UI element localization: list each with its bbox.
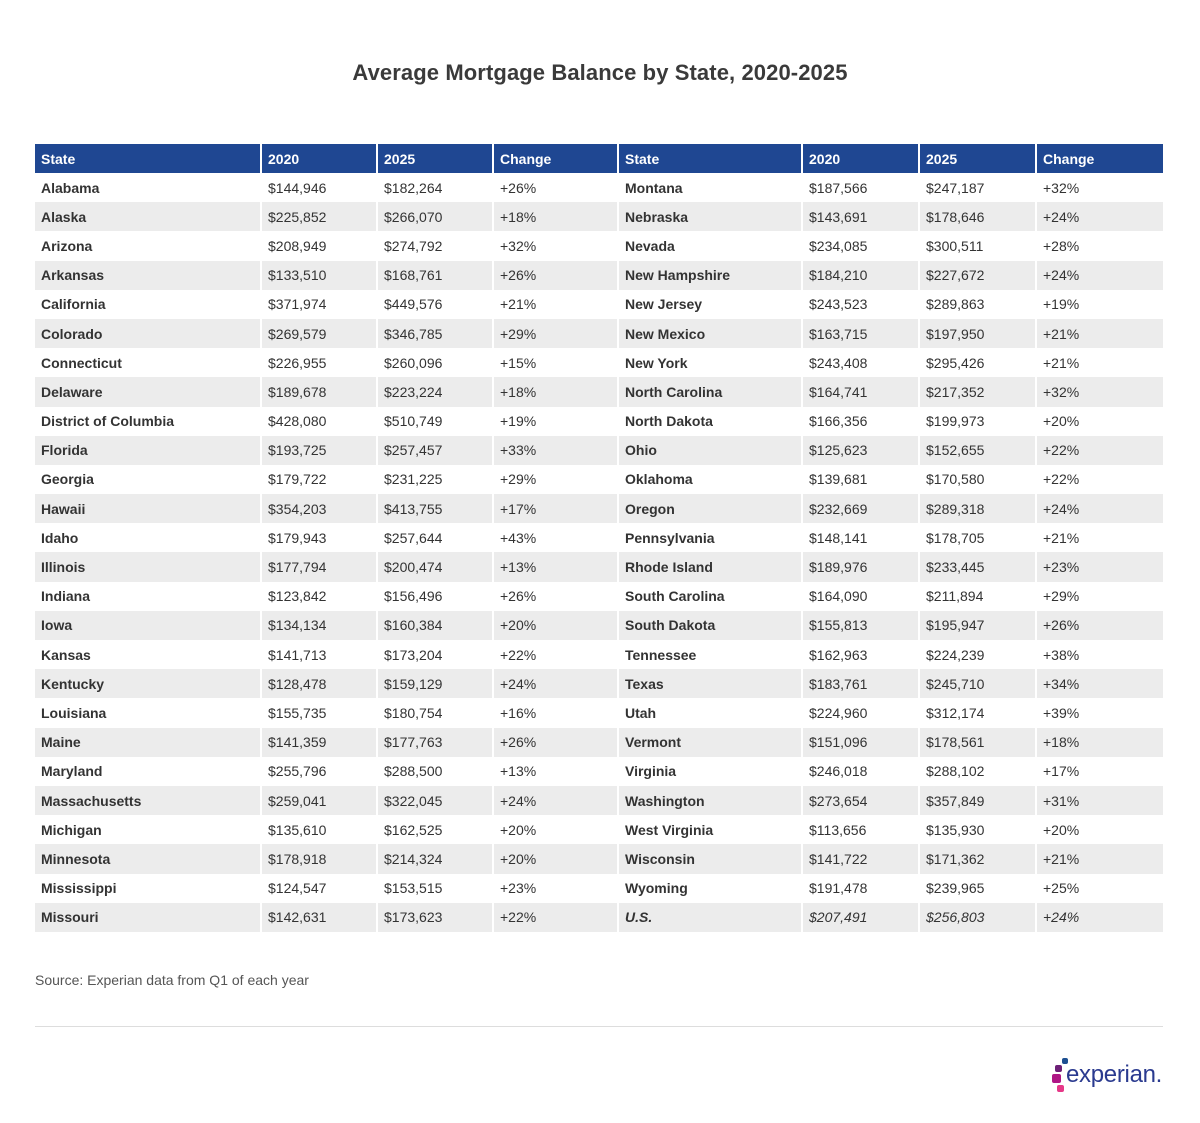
state-cell: Nebraska xyxy=(619,202,803,231)
value-cell: +26% xyxy=(494,582,619,611)
value-cell: $155,813 xyxy=(803,611,920,640)
state-cell: New Jersey xyxy=(619,290,803,319)
value-cell: $193,725 xyxy=(262,436,378,465)
value-cell: $510,749 xyxy=(378,407,494,436)
state-cell: Tennessee xyxy=(619,640,803,669)
value-cell: $257,644 xyxy=(378,523,494,552)
value-cell: +15% xyxy=(494,348,619,377)
value-cell: $232,669 xyxy=(803,494,920,523)
state-cell: Oregon xyxy=(619,494,803,523)
table-row xyxy=(35,669,1163,698)
value-cell: $234,085 xyxy=(803,231,920,260)
value-cell: +43% xyxy=(494,523,619,552)
value-cell: $173,623 xyxy=(378,903,494,932)
state-cell: Missouri xyxy=(35,903,262,932)
value-cell: $184,210 xyxy=(803,261,920,290)
table-row xyxy=(35,494,1163,523)
value-cell: +26% xyxy=(1037,611,1163,640)
value-cell: $128,478 xyxy=(262,669,378,698)
value-cell: $226,955 xyxy=(262,348,378,377)
value-cell: $170,580 xyxy=(920,465,1037,494)
value-cell: +21% xyxy=(494,290,619,319)
value-cell: $124,547 xyxy=(262,874,378,903)
value-cell: $208,949 xyxy=(262,231,378,260)
value-cell: $243,523 xyxy=(803,290,920,319)
value-cell: +24% xyxy=(1037,202,1163,231)
value-cell: $151,096 xyxy=(803,728,920,757)
value-cell: $224,960 xyxy=(803,698,920,727)
state-cell: Kansas xyxy=(35,640,262,669)
table-row xyxy=(35,436,1163,465)
value-cell: +32% xyxy=(1043,179,1080,196)
value-cell: +32% xyxy=(494,231,619,260)
value-cell: $141,359 xyxy=(262,728,378,757)
value-cell: +24% xyxy=(494,669,619,698)
state-cell: Idaho xyxy=(35,523,262,552)
table-row xyxy=(35,728,1163,757)
value-cell: $197,950 xyxy=(920,319,1037,348)
table-row xyxy=(35,407,1163,436)
state-cell: Arizona xyxy=(35,231,262,260)
table-row xyxy=(35,261,1163,290)
mortgage-table xyxy=(35,144,1163,932)
value-cell: $259,041 xyxy=(262,786,378,815)
value-cell: $125,623 xyxy=(803,436,920,465)
value-cell: $155,735 xyxy=(262,698,378,727)
value-cell: $133,510 xyxy=(262,261,378,290)
value-cell: $449,576 xyxy=(378,290,494,319)
value-cell: $199,973 xyxy=(920,407,1037,436)
value-cell: $168,761 xyxy=(378,261,494,290)
table-row xyxy=(35,903,1163,932)
state-cell: Wyoming xyxy=(619,874,803,903)
table-row xyxy=(35,698,1163,727)
value-cell: $134,134 xyxy=(262,611,378,640)
logo-dot xyxy=(1055,1065,1062,1072)
value-cell: $300,511 xyxy=(920,231,1037,260)
value-cell: $162,963 xyxy=(803,640,920,669)
value-cell: +29% xyxy=(494,319,619,348)
state-cell: North Dakota xyxy=(619,407,803,436)
table-row xyxy=(35,757,1163,786)
divider xyxy=(35,1026,1163,1027)
value-cell: $354,203 xyxy=(262,494,378,523)
value-cell: +24% xyxy=(494,786,619,815)
value-cell: $289,318 xyxy=(920,494,1037,523)
table-row xyxy=(35,611,1163,640)
value-cell: $178,705 xyxy=(920,523,1037,552)
value-cell: $139,681 xyxy=(803,465,920,494)
value-cell: +17% xyxy=(1043,763,1080,780)
value-cell: $177,763 xyxy=(378,728,494,757)
column-header: 2020 xyxy=(803,144,920,173)
value-cell: +32% xyxy=(1037,377,1163,406)
state-cell: New Hampshire xyxy=(619,261,803,290)
state-cell: Florida xyxy=(35,436,262,465)
state-cell: Michigan xyxy=(35,815,262,844)
value-cell: +22% xyxy=(1043,471,1080,488)
value-cell: $223,224 xyxy=(378,377,494,406)
value-cell: +38% xyxy=(1043,646,1080,663)
state-cell: Delaware xyxy=(35,377,262,406)
state-cell: North Carolina xyxy=(619,377,803,406)
value-cell: $141,713 xyxy=(262,640,378,669)
state-cell: Maine xyxy=(35,728,262,757)
state-cell: Massachusetts xyxy=(35,786,262,815)
value-cell: +33% xyxy=(494,436,619,465)
state-cell: Arkansas xyxy=(35,261,262,290)
state-cell: Virginia xyxy=(619,757,803,786)
value-cell: $295,426 xyxy=(920,348,1037,377)
value-cell: +26% xyxy=(494,173,619,202)
value-cell: $224,239 xyxy=(920,640,1037,669)
value-cell: +21% xyxy=(1037,319,1163,348)
state-cell: Alaska xyxy=(35,202,262,231)
value-cell: +21% xyxy=(1037,844,1163,873)
value-cell: +16% xyxy=(494,698,619,727)
value-cell: +21% xyxy=(1043,529,1080,546)
state-cell: Georgia xyxy=(35,465,262,494)
value-cell: +24% xyxy=(1037,261,1163,290)
value-cell: $144,946 xyxy=(262,173,378,202)
value-cell: +19% xyxy=(1043,296,1080,313)
value-cell: $123,842 xyxy=(262,582,378,611)
state-cell: Texas xyxy=(619,669,803,698)
state-cell: Vermont xyxy=(619,728,803,757)
value-cell: $179,943 xyxy=(262,523,378,552)
value-cell: $207,491 xyxy=(803,903,920,932)
value-cell: +31% xyxy=(1037,786,1163,815)
column-header: Change xyxy=(1037,144,1163,173)
value-cell: $269,579 xyxy=(262,319,378,348)
value-cell: $225,852 xyxy=(262,202,378,231)
state-cell: South Dakota xyxy=(619,611,803,640)
table-row xyxy=(35,465,1163,494)
value-cell: $152,655 xyxy=(920,436,1037,465)
value-cell: $178,646 xyxy=(920,202,1037,231)
value-cell: +22% xyxy=(1037,436,1163,465)
value-cell: $143,691 xyxy=(803,202,920,231)
value-cell: +26% xyxy=(494,261,619,290)
value-cell: $178,918 xyxy=(262,844,378,873)
column-header: Change xyxy=(494,144,619,173)
value-cell: $183,761 xyxy=(803,669,920,698)
table-header-row xyxy=(35,144,1163,173)
logo-text: experian. xyxy=(1066,1061,1163,1088)
value-cell: $141,722 xyxy=(803,844,920,873)
value-cell: +20% xyxy=(1043,821,1080,838)
value-cell: $153,515 xyxy=(378,874,494,903)
value-cell: $180,754 xyxy=(378,698,494,727)
state-cell: Minnesota xyxy=(35,844,262,873)
state-cell: Colorado xyxy=(35,319,262,348)
value-cell: +20% xyxy=(494,611,619,640)
state-cell: Washington xyxy=(619,786,803,815)
state-cell: Oklahoma xyxy=(619,465,803,494)
state-cell: South Carolina xyxy=(619,582,803,611)
value-cell: $273,654 xyxy=(803,786,920,815)
value-cell: $256,803 xyxy=(920,903,1037,932)
value-cell: $233,445 xyxy=(920,552,1037,581)
value-cell: $187,566 xyxy=(803,173,920,202)
state-cell: Ohio xyxy=(619,436,803,465)
table-row xyxy=(35,582,1163,611)
table-row xyxy=(35,202,1163,231)
value-cell: $173,204 xyxy=(378,640,494,669)
table-row xyxy=(35,377,1163,406)
state-cell: Montana xyxy=(619,173,803,202)
state-cell: California xyxy=(35,290,262,319)
value-cell: $135,930 xyxy=(920,815,1037,844)
value-cell: +28% xyxy=(1043,237,1080,254)
value-cell: +26% xyxy=(494,728,619,757)
state-cell: Indiana xyxy=(35,582,262,611)
value-cell: +25% xyxy=(1043,880,1080,897)
value-cell: +24% xyxy=(1037,903,1163,932)
column-header: 2025 xyxy=(920,144,1037,173)
value-cell: $159,129 xyxy=(378,669,494,698)
state-cell: District of Columbia xyxy=(35,407,262,436)
table-row xyxy=(35,874,1163,903)
state-cell: Louisiana xyxy=(35,698,262,727)
value-cell: +24% xyxy=(1037,494,1163,523)
page-title: Average Mortgage Balance by State, 2020-2025 xyxy=(352,60,848,85)
value-cell: $247,187 xyxy=(920,173,1037,202)
value-cell: $191,478 xyxy=(803,874,920,903)
value-cell: +20% xyxy=(494,815,619,844)
logo-dot xyxy=(1057,1085,1064,1092)
value-cell: +20% xyxy=(1043,413,1080,430)
value-cell: $182,264 xyxy=(378,173,494,202)
value-cell: $243,408 xyxy=(803,348,920,377)
value-cell: $246,018 xyxy=(803,757,920,786)
value-cell: +22% xyxy=(494,903,619,932)
state-cell: Utah xyxy=(619,698,803,727)
table-row xyxy=(35,348,1163,377)
value-cell: $162,525 xyxy=(378,815,494,844)
value-cell: $371,974 xyxy=(262,290,378,319)
value-cell: $195,947 xyxy=(920,611,1037,640)
table-row xyxy=(35,552,1163,581)
value-cell: $413,755 xyxy=(378,494,494,523)
state-cell: Wisconsin xyxy=(619,844,803,873)
state-cell: New Mexico xyxy=(619,319,803,348)
value-cell: $289,863 xyxy=(920,290,1037,319)
value-cell: $312,174 xyxy=(920,698,1037,727)
value-cell: +19% xyxy=(494,407,619,436)
table-row xyxy=(35,640,1163,669)
value-cell: +18% xyxy=(494,377,619,406)
state-cell: U.S. xyxy=(619,903,803,932)
value-cell: $179,722 xyxy=(262,465,378,494)
value-cell: $113,656 xyxy=(803,815,920,844)
table-body xyxy=(35,173,1163,932)
value-cell: $231,225 xyxy=(378,465,494,494)
value-cell: $164,741 xyxy=(803,377,920,406)
value-cell: +29% xyxy=(494,465,619,494)
state-cell: Alabama xyxy=(35,173,262,202)
value-cell: $156,496 xyxy=(378,582,494,611)
state-cell: Nevada xyxy=(619,231,803,260)
state-cell: New York xyxy=(619,348,803,377)
value-cell: +21% xyxy=(1043,354,1080,371)
value-cell: $260,096 xyxy=(378,348,494,377)
value-cell: $160,384 xyxy=(378,611,494,640)
value-cell: $164,090 xyxy=(803,582,920,611)
value-cell: +13% xyxy=(494,757,619,786)
state-cell: Hawaii xyxy=(35,494,262,523)
state-cell: Connecticut xyxy=(35,348,262,377)
value-cell: $357,849 xyxy=(920,786,1037,815)
table-row xyxy=(35,319,1163,348)
value-cell: +18% xyxy=(494,202,619,231)
value-cell: $189,976 xyxy=(803,552,920,581)
column-header: 2020 xyxy=(262,144,378,173)
table-row xyxy=(35,173,1163,202)
value-cell: $322,045 xyxy=(378,786,494,815)
table-row xyxy=(35,844,1163,873)
value-cell: $217,352 xyxy=(920,377,1037,406)
table-row xyxy=(35,786,1163,815)
value-cell: $346,785 xyxy=(378,319,494,348)
state-cell: Illinois xyxy=(35,552,262,581)
value-cell: $177,794 xyxy=(262,552,378,581)
value-cell: $200,474 xyxy=(378,552,494,581)
column-header: State xyxy=(619,144,803,173)
value-cell: $245,710 xyxy=(920,669,1037,698)
value-cell: +39% xyxy=(1043,704,1080,721)
value-cell: +34% xyxy=(1037,669,1163,698)
column-header: 2025 xyxy=(378,144,494,173)
value-cell: +22% xyxy=(494,640,619,669)
value-cell: $274,792 xyxy=(378,231,494,260)
table-row xyxy=(35,231,1163,260)
value-cell: $214,324 xyxy=(378,844,494,873)
value-cell: +29% xyxy=(1043,588,1080,605)
value-cell: +17% xyxy=(494,494,619,523)
value-cell: $227,672 xyxy=(920,261,1037,290)
table-row xyxy=(35,815,1163,844)
value-cell: $288,102 xyxy=(920,757,1037,786)
state-cell: Pennsylvania xyxy=(619,523,803,552)
value-cell: $135,610 xyxy=(262,815,378,844)
value-cell: $266,070 xyxy=(378,202,494,231)
state-cell: Kentucky xyxy=(35,669,262,698)
value-cell: +20% xyxy=(494,844,619,873)
value-cell: $255,796 xyxy=(262,757,378,786)
logo-dot xyxy=(1052,1074,1061,1083)
value-cell: $211,894 xyxy=(920,582,1037,611)
value-cell: +18% xyxy=(1037,728,1163,757)
experian-logo xyxy=(1052,1058,1164,1094)
value-cell: $163,715 xyxy=(803,319,920,348)
value-cell: $142,631 xyxy=(262,903,378,932)
state-cell: Maryland xyxy=(35,757,262,786)
value-cell: $178,561 xyxy=(920,728,1037,757)
column-header: State xyxy=(35,144,262,173)
value-cell: $166,356 xyxy=(803,407,920,436)
value-cell: $257,457 xyxy=(378,436,494,465)
value-cell: $189,678 xyxy=(262,377,378,406)
table-row xyxy=(35,523,1163,552)
table-row xyxy=(35,290,1163,319)
value-cell: $239,965 xyxy=(920,874,1037,903)
value-cell: $288,500 xyxy=(378,757,494,786)
source-note: Source: Experian data from Q1 of each year xyxy=(35,972,309,988)
value-cell: +23% xyxy=(494,874,619,903)
state-cell: Rhode Island xyxy=(619,552,803,581)
value-cell: $428,080 xyxy=(262,407,378,436)
value-cell: $171,362 xyxy=(920,844,1037,873)
value-cell: +13% xyxy=(494,552,619,581)
value-cell: +23% xyxy=(1037,552,1163,581)
value-cell: $148,141 xyxy=(803,523,920,552)
state-cell: West Virginia xyxy=(619,815,803,844)
state-cell: Iowa xyxy=(35,611,262,640)
state-cell: Mississippi xyxy=(35,874,262,903)
